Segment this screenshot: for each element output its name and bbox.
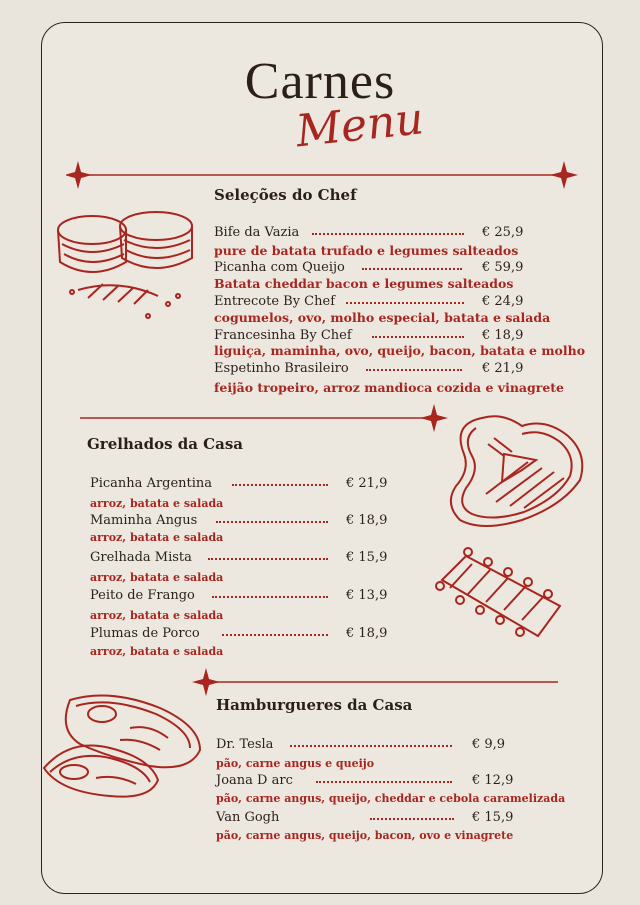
menu-item-desc: pão, carne angus e queijo — [216, 757, 375, 770]
leader-dots — [372, 336, 464, 338]
menu-item-price: € 59,9 — [482, 260, 524, 275]
menu-item-desc: Batata cheddar bacon e legumes salteados — [214, 276, 514, 291]
menu-item-price: € 18,9 — [482, 328, 524, 343]
steak-fillets-icon — [48, 200, 208, 328]
menu-item-desc: feijão tropeiro, arroz mandioca cozida e vinagrete — [214, 380, 565, 395]
menu-item-desc: liguiça, maminha, ovo, queijo, bacon, batata e molho — [214, 343, 586, 358]
leader-dots — [362, 268, 462, 270]
menu-item-price: € 18,9 — [346, 513, 388, 528]
leader-dots — [212, 596, 328, 598]
menu-item-price: € 25,9 — [482, 225, 524, 240]
ribs-icon — [430, 540, 580, 658]
menu-item-price: € 15,9 — [346, 550, 388, 565]
section-title-grelhados: Grelhados da Casa — [87, 435, 243, 453]
leader-dots — [346, 302, 464, 304]
leader-dots — [316, 781, 452, 783]
leader-dots — [290, 745, 452, 747]
section-title-selecoes: Seleções do Chef — [214, 186, 357, 204]
menu-item-desc: pão, carne angus, queijo, bacon, ovo e vinagrete — [216, 829, 514, 842]
menu-item-name: Picanha com Queijo — [214, 260, 345, 275]
leader-dots — [216, 521, 328, 523]
menu-item-name: Espetinho Brasileiro — [214, 361, 349, 376]
menu-item-name: Peito de Frango — [90, 588, 195, 603]
menu-item-name: Picanha Argentina — [90, 476, 213, 491]
menu-item-name: Van Gogh — [216, 810, 280, 825]
menu-item-name: Maminha Angus — [90, 513, 198, 528]
menu-item-price: € 18,9 — [346, 626, 388, 641]
menu-item-name: Plumas de Porco — [90, 626, 200, 641]
leader-dots — [208, 558, 328, 560]
menu-item-name: Dr. Tesla — [216, 737, 274, 752]
menu-item-name: Entrecote By Chef — [214, 294, 336, 309]
menu-item-desc: arroz, batata e salada — [90, 571, 224, 584]
t-bone-steak-icon — [442, 408, 590, 538]
menu-item-price: € 15,9 — [472, 810, 514, 825]
divider-middle — [80, 403, 450, 433]
menu-item-price: € 9,9 — [472, 737, 506, 752]
menu-item-price: € 21,9 — [482, 361, 524, 376]
star-ornament-icon — [66, 161, 92, 189]
menu-item-name: Grelhada Mista — [90, 550, 192, 565]
leader-dots — [312, 233, 464, 235]
menu-item-price: € 24,9 — [482, 294, 524, 309]
divider-bottom — [192, 667, 558, 697]
menu-item-desc: pão, carne angus, queijo, cheddar e cebola caramelizada — [216, 792, 566, 805]
leader-dots — [366, 369, 462, 371]
menu-item-desc: arroz, batata e salada — [90, 645, 224, 658]
menu-item-desc: cogumelos, ovo, molho especial, batata e salada — [214, 310, 551, 325]
menu-item-desc: arroz, batata e salada — [90, 609, 224, 622]
raw-meat-cuts-icon — [40, 688, 208, 808]
menu-item-name: Joana D arc — [216, 773, 293, 788]
menu-item-desc: pure de batata trufado e legumes salteados — [214, 243, 519, 258]
star-ornament-icon — [550, 161, 578, 189]
menu-item-price: € 13,9 — [346, 588, 388, 603]
leader-dots — [370, 818, 454, 820]
menu-item-name: Bife da Vazia — [214, 225, 300, 240]
leader-dots — [222, 634, 328, 636]
menu-title: Carnes — [244, 53, 396, 110]
menu-item-desc: arroz, batata e salada — [90, 497, 224, 510]
menu-item-desc: arroz, batata e salada — [90, 531, 224, 544]
menu-item-price: € 21,9 — [346, 476, 388, 491]
leader-dots — [232, 484, 328, 486]
menu-item-name: Francesinha By Chef — [214, 328, 352, 343]
menu-item-price: € 12,9 — [472, 773, 514, 788]
section-title-hamburgueres: Hamburgueres da Casa — [216, 696, 413, 714]
menu-subtitle: Menu — [293, 93, 426, 158]
